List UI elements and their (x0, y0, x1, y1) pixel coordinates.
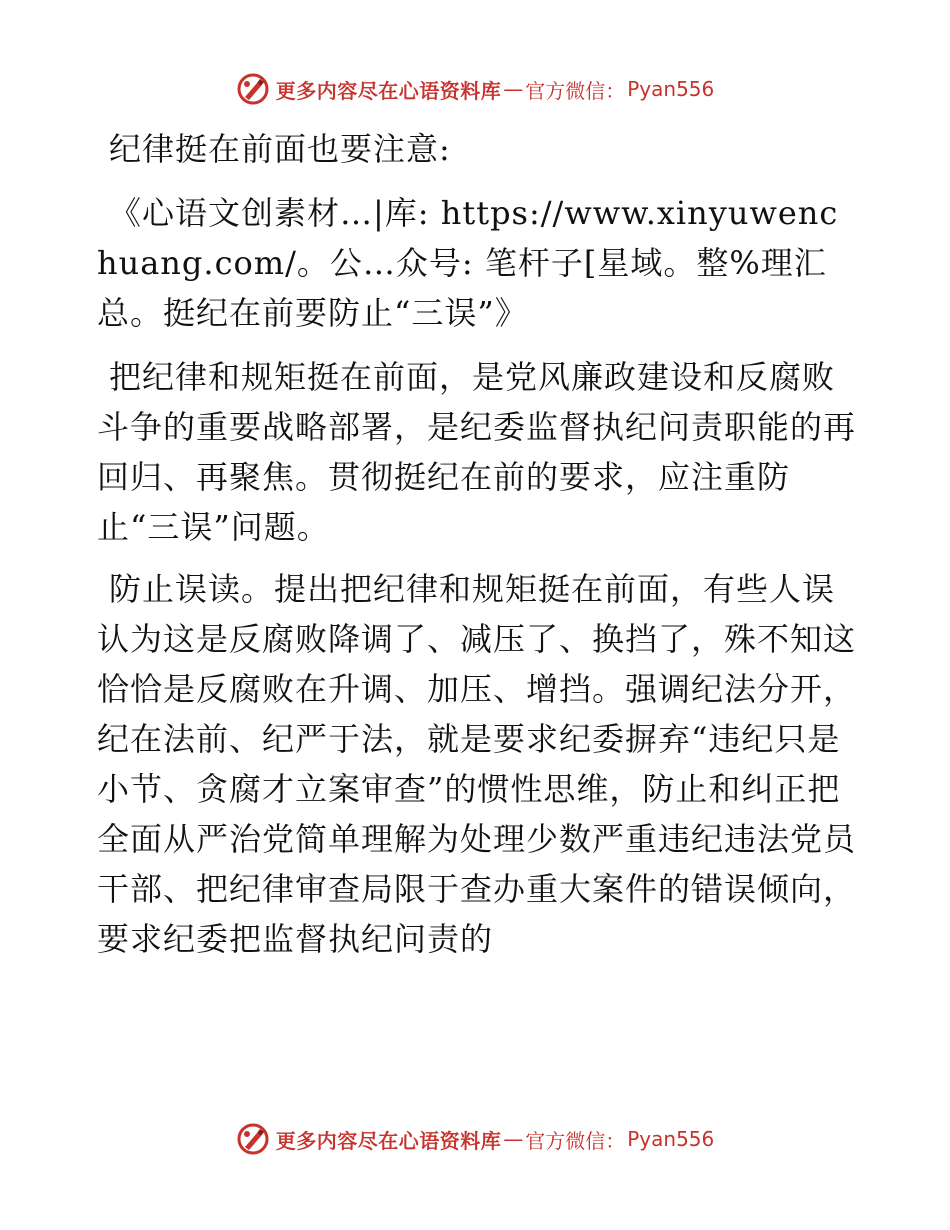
document-paragraph-2: 防止误读。提出把纪律和规矩挺在前面，有些人误认为这是反腐败降调了、减压了、换挡了，殊不知这恰恰是反腐败在升调、加压、增挡。强调纪法分开，纪在法前、纪严于法，就是要求纪委摒弃“违纪只是小节、贪腐才立案审查”的惯性思维，防止和纠正把全面从严治党简单理解为处理少数严重违纪违法党员干部、把纪律审查局限于查办重大案件的错误倾向，要求纪委把监督执纪问责的 (97, 570, 857, 958)
watermark-sub-text: 官方微信： (525, 1128, 626, 1153)
pen-seal-icon (236, 72, 270, 106)
footer-watermark (0, 1122, 950, 1156)
pen-seal-icon (236, 1122, 270, 1156)
header-watermark (0, 72, 950, 106)
watermark-wechat-id: Pyan556 (627, 77, 715, 101)
watermark-wechat-id: Pyan556 (627, 1127, 715, 1151)
watermark-main-text: 更多内容尽在心语资料库 (275, 1128, 502, 1153)
watermark-separator: — (503, 77, 524, 101)
document-paragraph-1: 把纪律和规矩挺在前面，是党风廉政建设和反腐败斗争的重要战略部署，是纪委监督执纪问责职能的再回归、再聚焦。贯彻挺纪在前的要求，应注重防止“三误”问题。 (97, 358, 857, 546)
watermark-sub-text: 官方微信： (525, 78, 626, 103)
document-heading: 纪律挺在前面也要注意: (109, 130, 451, 168)
watermark-separator: — (503, 1127, 524, 1151)
watermark-main-text: 更多内容尽在心语资料库 (275, 78, 502, 103)
document-source-quote: 《心语文创素材…|库: https://www.xinyuwenchuang.com/。公…众号: 笔杆子[星域。整%理汇总。挺纪在前要防止“三误”》 (97, 194, 839, 332)
document-body (97, 124, 857, 976)
